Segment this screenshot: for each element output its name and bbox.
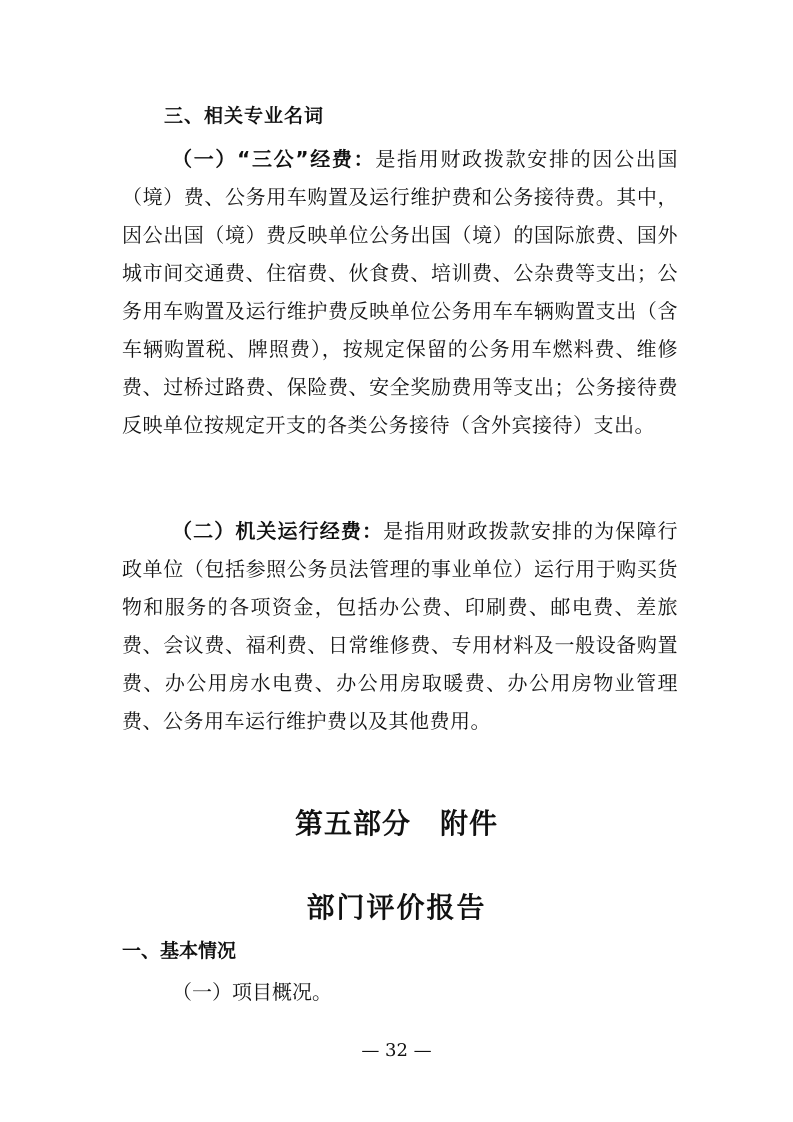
paragraph-operating-expenses: [122, 512, 678, 740]
paragraph-body: 是指用财政拨款安排的为保障行政单位（包括参照公务员法管理的事业单位）运行用于购买货物和服务的各项资金，包括办公费、印刷费、邮电费、差旅费、会议费、福利费、日常维修费、专用材料及一般设备购置费、办公用房水电费、办公用房取暖费、办公用房物业管理费、公务用车运行维护费以及其他费用。: [122, 519, 679, 733]
section-heading: 三、相关专业名词: [164, 105, 325, 127]
paragraph-three-public-expenses: [122, 140, 678, 444]
list-item: （一）项目概况。: [172, 980, 332, 1004]
paragraph-body: 是指用财政拨款安排的因公出国（境）费、公务用车购置及运行维护费和公务接待费。其中，因公出国（境）费反映单位公务出国（境）的国际旅费、国外城市间交通费、住宿费、伙食费、培训费、公杂费等支出；公务用车购置及运行维护费反映单位公务用车车辆购置支出（含车辆购置税、牌照费），按规定保留的公务用车燃料费、维修费、过桥过路费、保险费、安全奖励费用等支出；公务接待费反映单位按规定开支的各类公务接待（含外宾接待）支出。: [122, 147, 679, 437]
report-title: 部门评价报告: [306, 891, 487, 924]
paragraph-lead: （二）机关运行经费：: [172, 519, 384, 543]
paragraph-lead: （一）“三公”经费：: [172, 147, 376, 171]
part-title: 第五部分 附件: [294, 807, 498, 840]
page-number: — 32 —: [361, 1040, 432, 1061]
sub-heading: 一、基本情况: [122, 940, 237, 962]
